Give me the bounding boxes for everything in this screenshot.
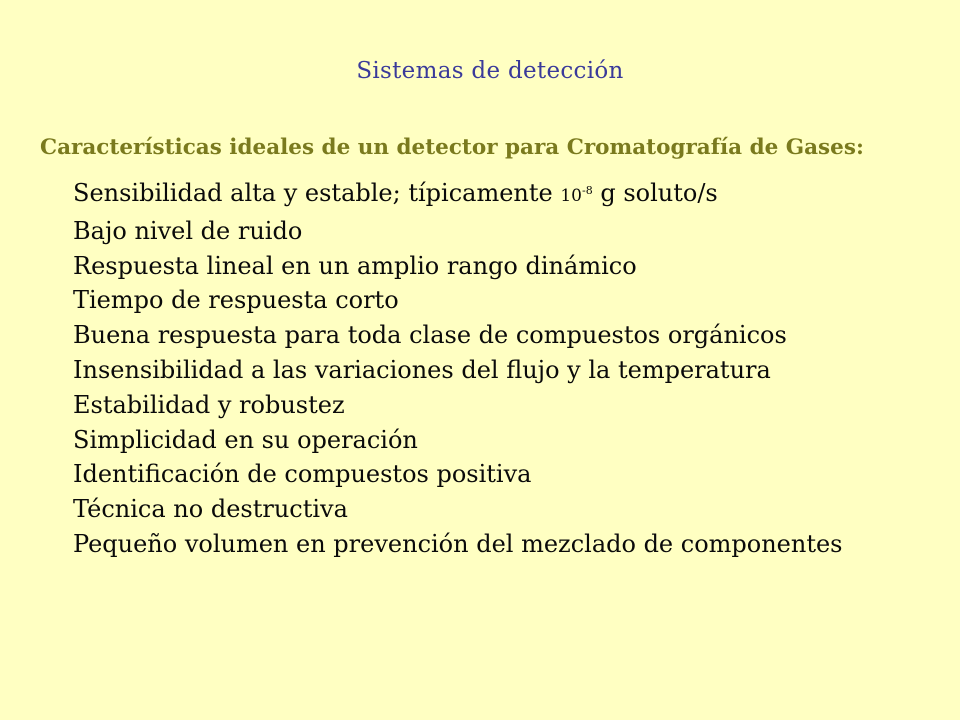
list-item: Tiempo de respuesta corto <box>73 286 399 315</box>
list-item: Técnica no destructiva <box>73 495 348 524</box>
sensitivity-unit: g soluto/s <box>592 179 718 207</box>
list-item: Simplicidad en su operación <box>73 425 418 454</box>
list-item: Buena respuesta para toda clase de compuestos orgánicos <box>73 321 787 350</box>
list-item: Estabilidad y robustez <box>73 390 345 419</box>
list-item: Bajo nivel de ruido <box>73 216 303 245</box>
sensitivity-text: Sensibilidad alta y estable; típicamente <box>73 179 561 207</box>
list-item-sensitivity <box>73 174 843 214</box>
slide-subtitle: Características ideales de un detector para Cromatografía de Gases: <box>40 135 864 160</box>
sensitivity-base: 10 <box>560 186 582 206</box>
slide-title: Sistemas de detección <box>356 58 624 84</box>
list-item: Pequeño volumen en prevención del mezclado de componentes <box>73 529 843 558</box>
list-item: Insensibilidad a las variaciones del flujo y la temperatura <box>73 355 771 384</box>
sensitivity-exponent: -8 <box>581 184 593 197</box>
list-item: Identificación de compuestos positiva <box>73 460 532 489</box>
characteristics-list <box>73 174 843 562</box>
sensitivity-value <box>560 186 592 206</box>
list-item: Respuesta lineal en un amplio rango dinámico <box>73 251 637 280</box>
